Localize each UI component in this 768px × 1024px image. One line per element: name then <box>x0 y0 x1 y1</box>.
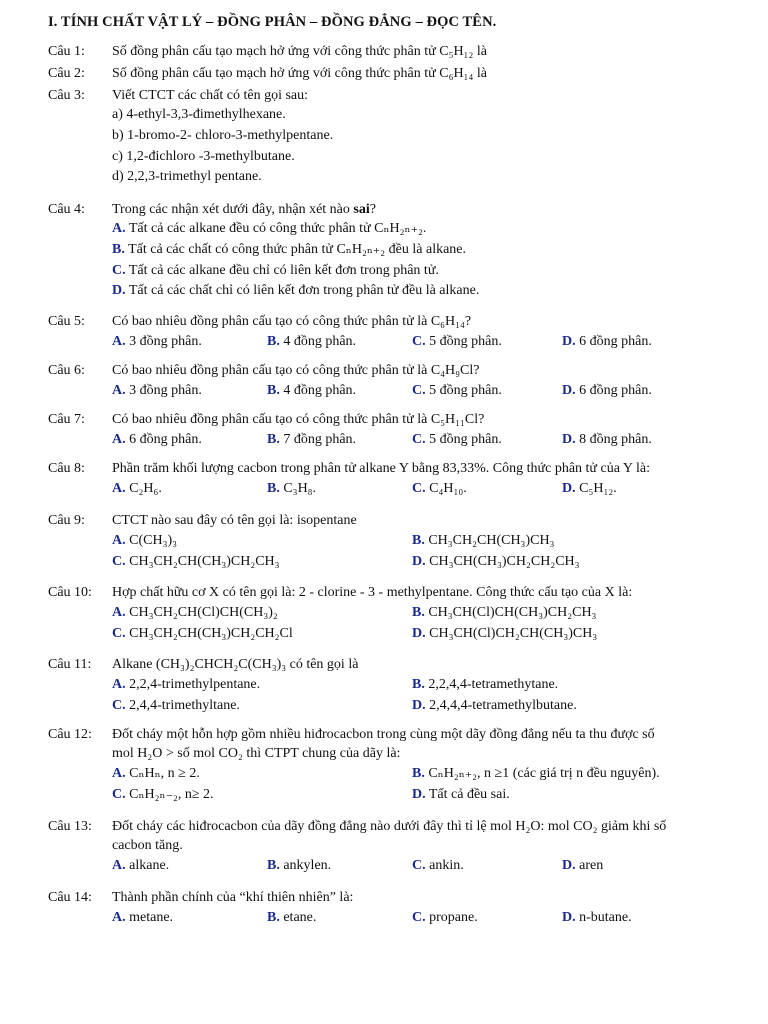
option-d[interactable] <box>562 478 617 499</box>
option-text: CH₃CH(Cl)CH(CH₃)CH₂CH₃ <box>428 605 597 620</box>
option-letter: C. <box>412 383 426 398</box>
option-d[interactable] <box>562 855 603 876</box>
option-d[interactable] <box>562 380 652 401</box>
option-letter: D. <box>412 554 426 569</box>
option-text: CₙHₙ, n ≥ 2. <box>129 766 200 781</box>
option-text: 5 đồng phân. <box>429 334 502 349</box>
option-letter: A. <box>112 334 126 349</box>
option-a[interactable] <box>112 331 202 352</box>
question-10 <box>48 583 748 644</box>
option-text: C(CH₃)₃ <box>129 533 177 548</box>
statement-d <box>112 281 748 302</box>
emphasis-word: sai <box>353 202 370 217</box>
option-c[interactable] <box>412 855 464 876</box>
option-letter: C. <box>412 432 426 447</box>
option-letter: B. <box>267 858 280 873</box>
option-b[interactable] <box>412 674 558 695</box>
option-text: Tất cả các chất có công thức phân tử CₙH₂ₙ₊₂ đều là alkane. <box>128 241 467 257</box>
option-text: Tất cả các chất chỉ có liên kết đơn trong phân tử đều là alkane. <box>128 283 480 299</box>
option-letter: B. <box>412 766 425 781</box>
option-text: 7 đồng phân. <box>283 432 357 447</box>
option-text: 3 đồng phân. <box>129 383 202 398</box>
option-letter: C. <box>412 910 426 925</box>
question-number: Câu 9: <box>48 513 85 528</box>
question-4 <box>48 200 748 302</box>
option-c[interactable] <box>112 623 293 644</box>
question-number: Câu 5: <box>48 314 85 329</box>
option-text: 3 đồng phân. <box>129 334 202 349</box>
option-letter: B. <box>112 241 125 257</box>
option-text: C₂H₆. <box>129 481 162 496</box>
question-text: Đốt cháy các hiđrocacbon của dãy đồng đẳng nào dưới đây thì tỉ lệ mol H₂O: mol CO₂ giảm khi số <box>112 819 667 834</box>
option-a[interactable] <box>112 763 200 784</box>
question-text: Đốt cháy một hỗn hợp gồm nhiều hiđrocacbon trong cùng một dãy đồng đẳng nếu ta thu được số <box>112 727 655 742</box>
option-d[interactable] <box>412 784 510 805</box>
option-letter: D. <box>412 698 426 713</box>
question-number: Câu 2: <box>48 66 85 81</box>
question-text: Số đồng phân cấu tạo mạch hở ứng với công thức phân tử C₅H₁₂ là <box>112 44 487 59</box>
option-text: C₄H₁₀. <box>429 481 467 496</box>
option-text: CₙH₂ₙ₋₂, n≥ 2. <box>129 787 214 802</box>
option-d[interactable] <box>562 907 632 928</box>
option-a[interactable] <box>112 478 162 499</box>
options-row <box>112 530 748 551</box>
options-row <box>112 763 748 784</box>
question-5 <box>48 312 748 352</box>
options-row <box>112 602 748 623</box>
option-letter: D. <box>412 787 426 802</box>
option-a[interactable] <box>112 602 278 623</box>
option-text: CH₃CH₂CH(CH₃)CH₂CH₃ <box>129 554 280 569</box>
option-text: 5 đồng phân. <box>429 432 502 447</box>
option-text: ankin. <box>429 858 464 873</box>
option-letter: D. <box>562 432 576 447</box>
option-a[interactable] <box>112 380 202 401</box>
question-number: Câu 6: <box>48 363 85 378</box>
option-text: metane. <box>129 910 174 925</box>
question-number: Câu 1: <box>48 44 85 59</box>
question-number: Câu 14: <box>48 890 92 905</box>
option-d[interactable] <box>412 623 597 644</box>
option-c[interactable] <box>412 907 478 928</box>
option-letter: A. <box>112 383 126 398</box>
option-letter: D. <box>562 481 576 496</box>
options-row <box>112 478 748 499</box>
options-row <box>112 674 748 695</box>
options-row <box>112 551 748 572</box>
question-text: Hợp chất hữu cơ X có tên gọi là: 2 - clorine - 3 - methylpentane. Công thức cấu tạo của X là: <box>112 585 633 600</box>
option-letter: C. <box>112 787 126 802</box>
question-number: Câu 11: <box>48 657 92 672</box>
option-b[interactable] <box>267 429 356 450</box>
option-b[interactable] <box>412 763 660 784</box>
option-a[interactable] <box>112 855 169 876</box>
question-7 <box>48 410 748 450</box>
option-text: 2,4,4,4-tetramethylbutane. <box>429 698 577 713</box>
options-row <box>112 623 748 644</box>
options-row <box>112 695 748 716</box>
option-text: Tất cả các alkane đều có công thức phân tử CₙH₂ₙ₊₂. <box>128 221 427 236</box>
option-text: C₃H₈. <box>283 481 317 496</box>
option-text: 8 đồng phân. <box>579 432 652 447</box>
question-text-main: Trong các nhận xét dưới đây, nhận xét nào <box>112 202 350 217</box>
option-text: 6 đồng phân. <box>579 334 652 349</box>
question-text: Có bao nhiêu đồng phân cấu tạo có công thức phân tử là C₄H₉Cl? <box>112 363 480 378</box>
option-letter: C. <box>112 262 126 278</box>
option-letter: B. <box>267 910 280 925</box>
question-6 <box>48 361 748 401</box>
sub-item: d) 2,2,3-trimethyl pentane. <box>112 169 262 185</box>
options-row <box>112 331 748 352</box>
option-text: Tất cả đều sai. <box>428 787 510 802</box>
option-text: n-butane. <box>579 910 632 925</box>
question-text: Phần trăm khối lượng cacbon trong phân tử alkane Y bằng 83,33%. Công thức phân tử của Y là: <box>112 461 651 476</box>
question-text: Viết CTCT các chất có tên gọi sau: <box>112 88 309 103</box>
statement-b <box>112 240 748 261</box>
option-d[interactable] <box>562 429 652 450</box>
option-letter: C. <box>412 481 426 496</box>
question-text-continued: mol H₂O > số mol CO₂ thì CTPT chung của dãy là: <box>112 746 401 761</box>
option-letter: D. <box>562 858 576 873</box>
question-9 <box>48 511 748 572</box>
option-c[interactable] <box>412 478 467 499</box>
option-letter: D. <box>412 626 426 641</box>
question-8 <box>48 459 748 499</box>
option-letter: D. <box>562 910 576 925</box>
option-letter: B. <box>412 533 425 548</box>
option-a[interactable] <box>112 907 173 928</box>
option-letter: C. <box>412 858 426 873</box>
option-c[interactable] <box>112 784 214 805</box>
option-text: ankylen. <box>283 858 332 873</box>
option-letter: C. <box>112 698 126 713</box>
option-c[interactable] <box>112 551 280 572</box>
question-number: Câu 7: <box>48 412 85 427</box>
option-text: 2,4,4-trimethyltane. <box>129 698 240 713</box>
option-letter: B. <box>267 334 280 349</box>
option-letter: A. <box>112 677 126 692</box>
option-letter: B. <box>412 605 425 620</box>
question-2 <box>48 64 748 83</box>
option-text: CH₃CH(CH₃)CH₂CH₂CH₃ <box>429 554 580 569</box>
option-text: CₙH₂ₙ₊₂, n ≥1 (các giá trị n đều nguyên). <box>428 766 660 781</box>
option-b[interactable] <box>412 602 596 623</box>
option-d[interactable] <box>562 331 652 352</box>
options-row <box>112 855 748 876</box>
option-letter: A. <box>112 605 126 620</box>
option-text: 4 đồng phân. <box>283 383 357 398</box>
option-letter: B. <box>412 677 425 692</box>
option-text: Tất cả các alkane đều chỉ có liên kết đơn trong phân tử. <box>128 262 439 278</box>
question-number: Câu 13: <box>48 819 92 834</box>
question-number: Câu 10: <box>48 585 92 600</box>
statement-a <box>112 219 748 240</box>
question-text: Thành phần chính của “khí thiên nhiên” là: <box>112 890 354 905</box>
question-text: Có bao nhiêu đồng phân cấu tạo có công thức phân tử là C₅H₁₁Cl? <box>112 412 485 427</box>
question-text: Số đồng phân cấu tạo mạch hở ứng với công thức phân tử C₆H₁₄ là <box>112 66 487 81</box>
option-letter: B. <box>267 383 280 398</box>
options-row <box>112 429 748 450</box>
sub-item: c) 1,2-đichloro -3-methylbutane. <box>112 148 295 164</box>
option-text: CH₃CH(Cl)CH₂CH(CH₃)CH₃ <box>429 626 598 641</box>
option-c[interactable] <box>112 695 240 716</box>
option-letter: C. <box>412 334 426 349</box>
option-c[interactable] <box>412 429 502 450</box>
question-12 <box>48 725 748 805</box>
option-letter: A. <box>112 221 126 236</box>
question-number: Câu 8: <box>48 461 85 476</box>
question-1 <box>48 42 748 61</box>
option-text: 2,2,4,4-tetramethytane. <box>428 677 559 692</box>
option-text: CH₃CH₂CH(Cl)CH(CH₃)₂ <box>129 605 278 620</box>
statement-c <box>112 261 748 282</box>
option-text: C₅H₁₂. <box>579 481 617 496</box>
option-c[interactable] <box>412 331 502 352</box>
option-a[interactable] <box>112 674 260 695</box>
question-number: Câu 3: <box>48 88 85 103</box>
question-text: Có bao nhiêu đồng phân cấu tạo có công thức phân tử là C₆H₁₄? <box>112 314 472 329</box>
option-text: 6 đồng phân. <box>579 383 652 398</box>
option-b[interactable] <box>267 855 331 876</box>
option-text: 2,2,4-trimethylpentane. <box>129 677 261 692</box>
option-a[interactable] <box>112 429 202 450</box>
question-3 <box>48 86 748 188</box>
question-text-continued: cacbon tăng. <box>112 838 183 853</box>
option-text: aren <box>579 858 604 873</box>
option-d[interactable] <box>412 695 577 716</box>
question-number: Câu 4: <box>48 202 85 217</box>
options-row <box>112 380 748 401</box>
sub-item: a) 4-ethyl-3,3-đimethylhexane. <box>112 107 286 122</box>
option-letter: C. <box>112 626 126 641</box>
option-letter: A. <box>112 910 126 925</box>
question-text: CTCT nào sau đây có tên gọi là: isopentane <box>112 513 357 528</box>
question-text <box>112 200 748 219</box>
option-text: propane. <box>429 910 478 925</box>
option-b[interactable] <box>412 530 554 551</box>
option-letter: A. <box>112 481 126 496</box>
option-text: CH₃CH₂CH(CH₃)CH₂CH₂Cl <box>129 626 293 641</box>
question-text-end: ? <box>369 202 376 217</box>
sub-item: b) 1-bromo-2- chloro-3-methylpentane. <box>112 127 334 143</box>
question-11 <box>48 655 748 716</box>
options-row <box>112 907 748 928</box>
option-letter: D. <box>112 283 126 299</box>
option-b[interactable] <box>267 331 356 352</box>
option-letter: B. <box>267 432 280 447</box>
option-letter: A. <box>112 432 126 447</box>
section-heading: I. TÍNH CHẤT VẬT LÝ – ĐỒNG PHÂN – ĐỒNG ĐẲNG – ĐỌC TÊN. <box>48 14 497 30</box>
option-letter: A. <box>112 858 126 873</box>
option-text: 6 đồng phân. <box>129 432 202 447</box>
option-b[interactable] <box>267 907 316 928</box>
option-letter: B. <box>267 481 280 496</box>
option-b[interactable] <box>267 380 356 401</box>
question-13 <box>48 817 748 876</box>
option-text: 4 đồng phân. <box>283 334 357 349</box>
option-letter: D. <box>562 383 576 398</box>
option-letter: A. <box>112 533 126 548</box>
question-number: Câu 12: <box>48 727 92 742</box>
option-letter: A. <box>112 766 126 781</box>
option-letter: C. <box>112 554 126 569</box>
options-row <box>112 784 748 805</box>
option-text: CH₃CH₂CH(CH₃)CH₃ <box>428 533 555 548</box>
option-text: etane. <box>283 910 317 925</box>
option-text: alkane. <box>129 858 170 873</box>
option-c[interactable] <box>412 380 502 401</box>
option-a[interactable] <box>112 530 177 551</box>
option-letter: D. <box>562 334 576 349</box>
question-14 <box>48 888 748 928</box>
question-text: Alkane (CH₃)₂CHCH₂C(CH₃)₃ có tên gọi là <box>112 657 359 672</box>
option-d[interactable] <box>412 551 580 572</box>
option-b[interactable] <box>267 478 316 499</box>
option-text: 5 đồng phân. <box>429 383 502 398</box>
